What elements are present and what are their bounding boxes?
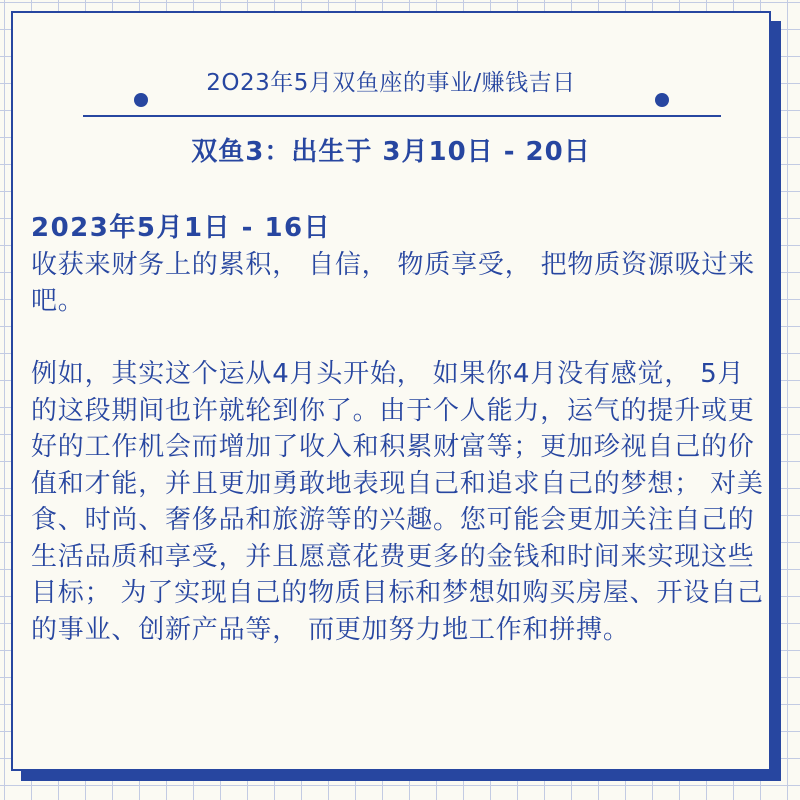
page-title: 2O23年5月双鱼座的事业/赚钱吉日: [206, 70, 576, 96]
content-body: [31, 210, 766, 648]
title-divider: [83, 115, 721, 117]
page-subtitle: 双鱼3：出生于 3月10日 - 20日: [191, 137, 591, 167]
info-card: [11, 11, 771, 771]
paragraph-details: 例如，其实这个运从4月头开始， 如果你4月没有感觉， 5月的这段期间也许就轮到你了。由于个人能力，运气的提升或更好的工作机会而增加了收入和积累财富等；更加珍视自己的价值和才能，并且更加勇敢地表现自己和追求自己的梦想； 对美食、时尚、奢侈品和旅游等的兴趣。您可能会更加关注自己的生活品质和享受，并且愿意花费更多的金钱和时间来实现这些目标； 为了实现自己的物质目标和梦想如购买房屋、开设自己的事业、创新产品等， 而更加努力地工作和拼搏。: [31, 359, 764, 645]
bullet-dot-right-icon: [655, 93, 669, 107]
bullet-dot-left-icon: [134, 93, 148, 107]
paragraph-spacer: [31, 320, 766, 357]
paragraph-summary: 收获来财务上的累积， 自信， 物质享受， 把物质资源吸过来吧。: [31, 249, 755, 316]
date-range-heading: 2023年5月1日 - 16日: [31, 213, 332, 243]
